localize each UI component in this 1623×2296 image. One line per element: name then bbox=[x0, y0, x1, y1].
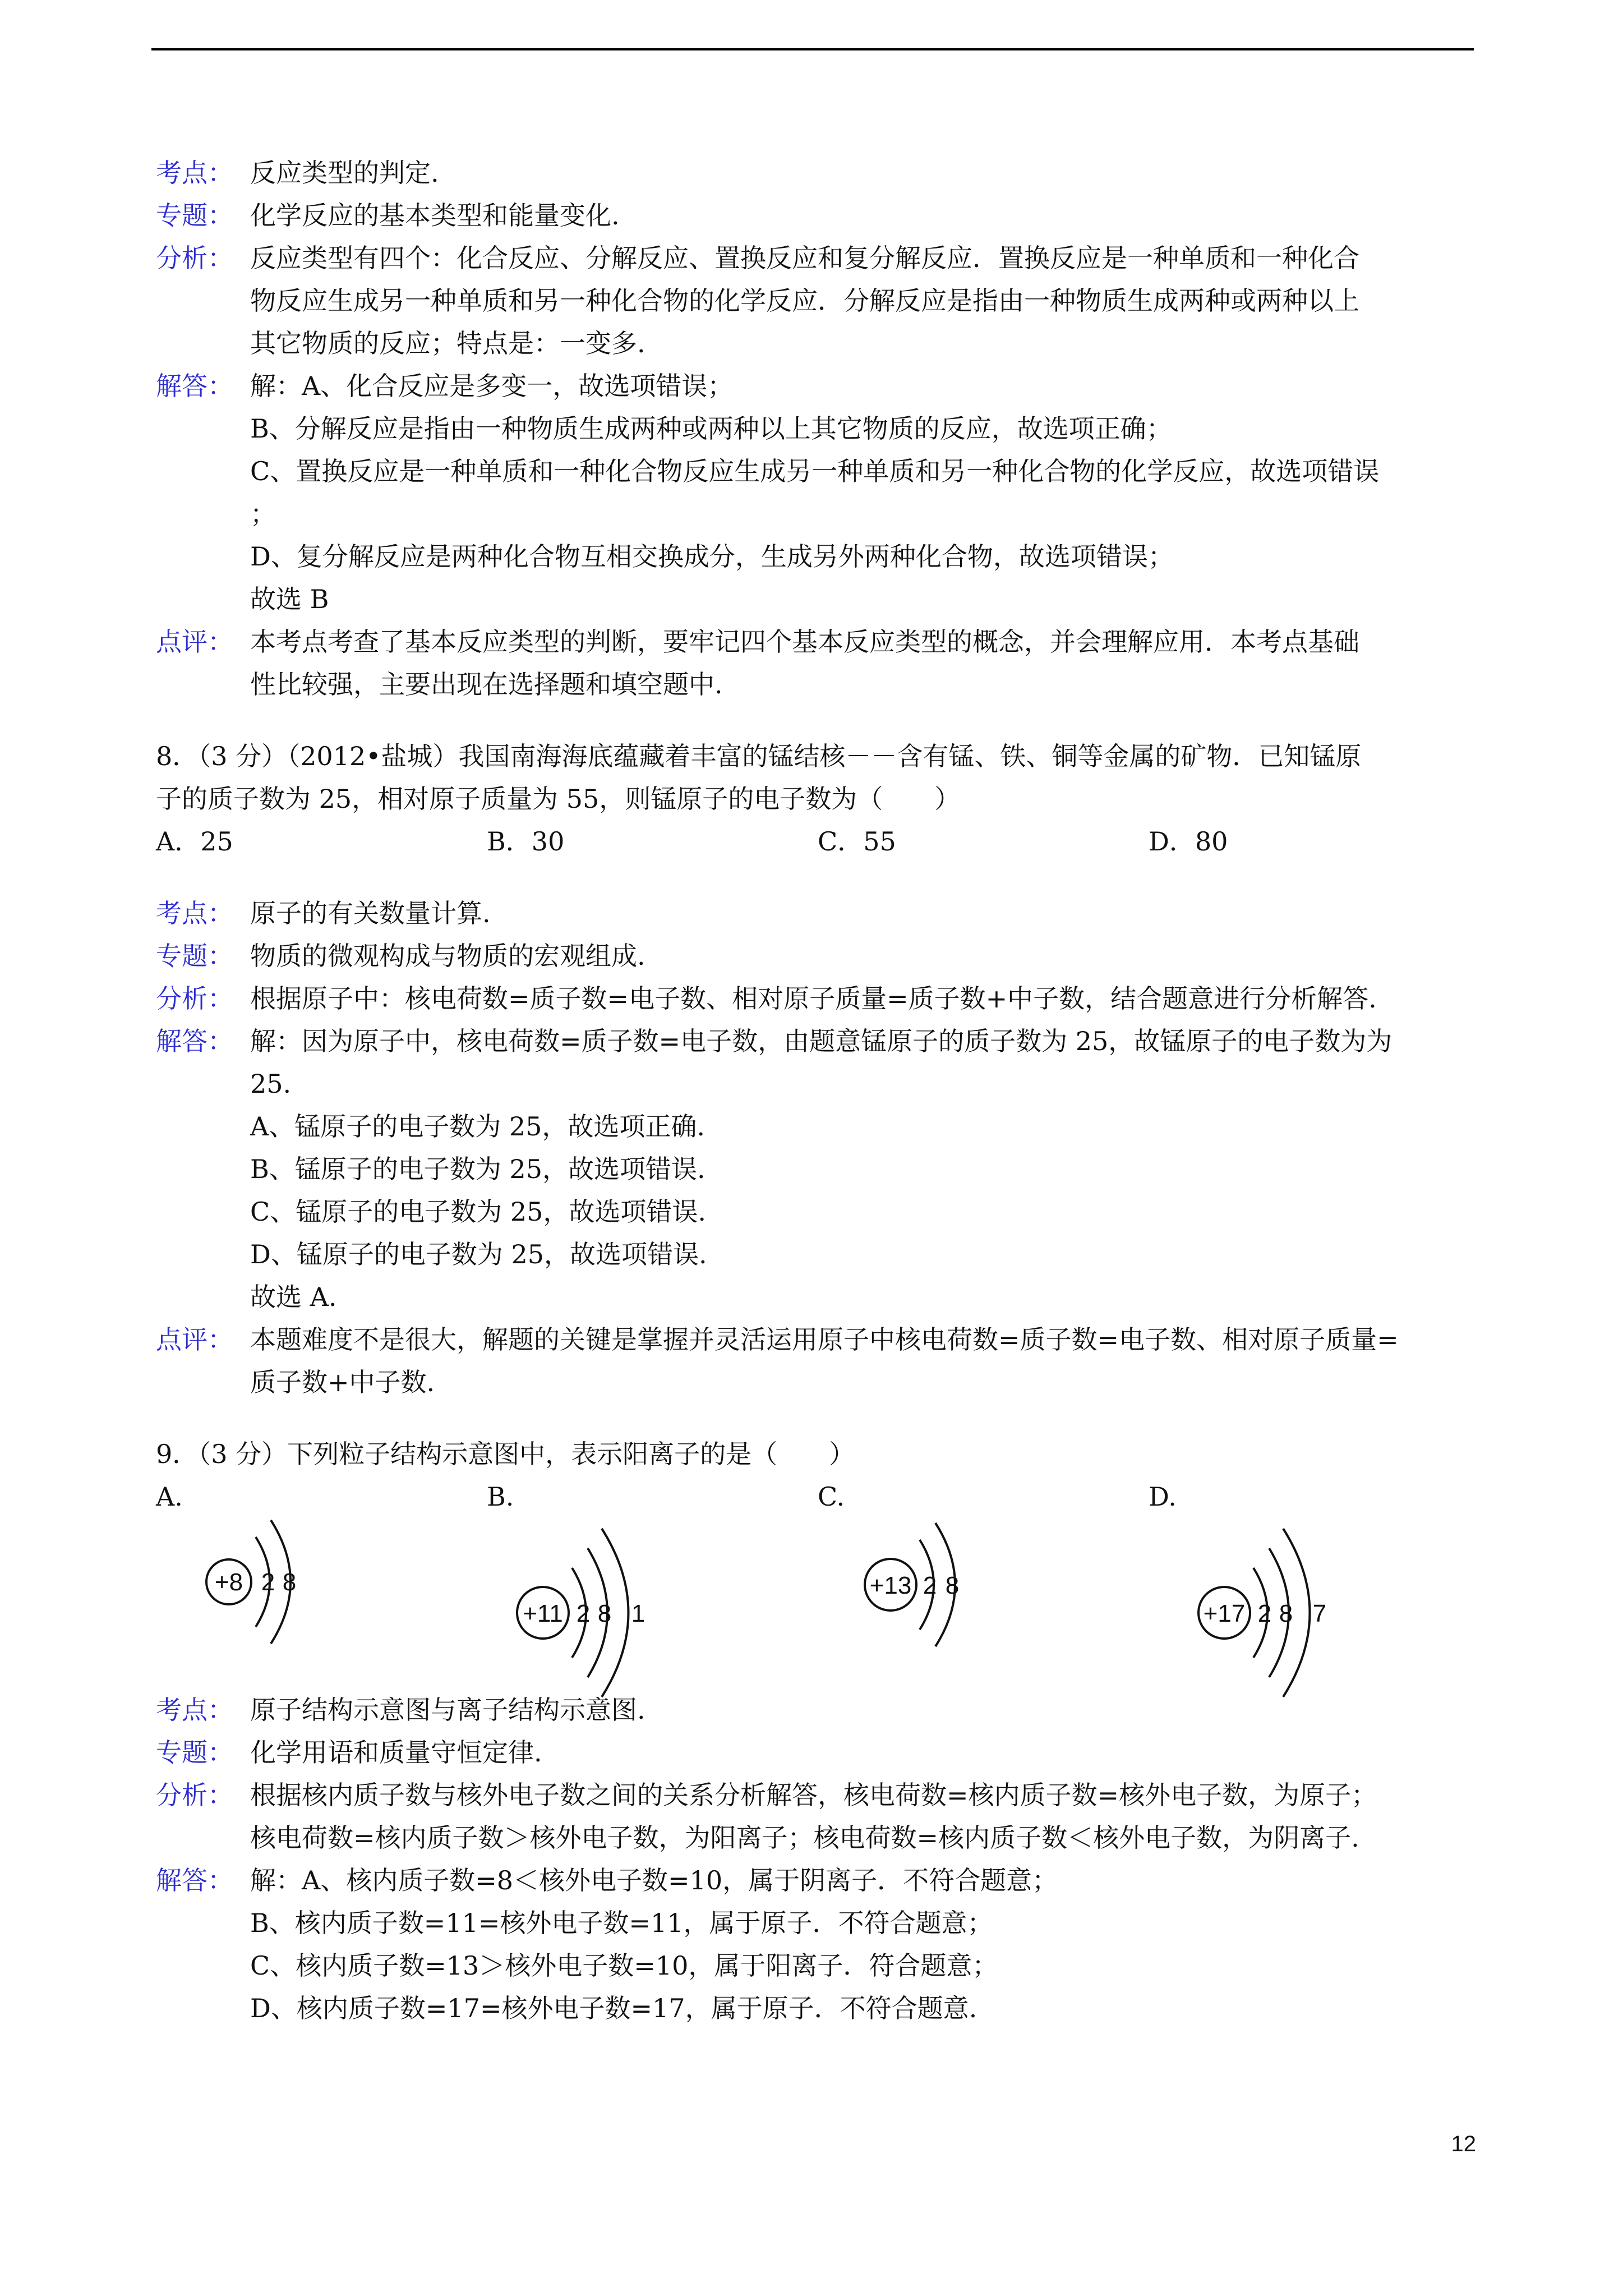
text-line: D、核内质子数=17=核外电子数=17，属于原子．不符合题意. bbox=[250, 1993, 978, 2023]
text-line: B、分解反应是指由一种物质生成两种或两种以上其它物质的反应，故选项正确； bbox=[250, 413, 1172, 444]
option-label: B. bbox=[487, 1481, 514, 1512]
atom-structure-diagram bbox=[1149, 1475, 1395, 1688]
text-line: D、复分解反应是两种化合物互相交换成分，生成另外两种化合物，故选项错误； bbox=[250, 541, 1174, 572]
fenxi-label: 分析： bbox=[156, 1780, 233, 1810]
q7-kaodian bbox=[156, 151, 1479, 194]
option-d: D．80 bbox=[1149, 826, 1228, 857]
text-line: 反应类型的判定. bbox=[250, 158, 439, 188]
q8-dianping bbox=[156, 1318, 1479, 1404]
q7-dianping bbox=[156, 620, 1479, 706]
text-line: C、核内质子数=13＞核外电子数=10，属于阳离子．符合题意； bbox=[250, 1950, 998, 1981]
q7-zhuanti bbox=[156, 194, 1479, 237]
text-line: 原子的有关数量计算. bbox=[250, 898, 491, 928]
page-number: 12 bbox=[1451, 2132, 1476, 2156]
shell-electrons: 8 bbox=[945, 1572, 960, 1599]
q7-fenxi bbox=[156, 237, 1479, 365]
atom-structure-diagram bbox=[818, 1475, 1053, 1688]
text-line: 反应类型有四个：化合反应、分解反应、置换反应和复分解反应．置换反应是一种单质和一种化合 bbox=[250, 243, 1359, 273]
text-line: 解：A、核内质子数=8＜核外电子数=10，属于阴离子．不符合题意； bbox=[250, 1865, 1058, 1895]
q9-fenxi bbox=[156, 1774, 1479, 1859]
header-rule bbox=[151, 48, 1474, 50]
shell-electrons: 8 bbox=[597, 1600, 612, 1627]
q8-fenxi bbox=[156, 977, 1479, 1020]
shell-electrons: 2 bbox=[576, 1600, 591, 1627]
q9-question-line: 9．（3 分）下列粒子结构示意图中，表示阳离子的是（ ） bbox=[156, 1439, 855, 1469]
zhuanti-label: 专题： bbox=[156, 941, 233, 971]
text-line: D、锰原子的电子数为 25，故选项错误. bbox=[250, 1239, 707, 1269]
q8-kaodian bbox=[156, 892, 1479, 935]
q9-zhuanti bbox=[156, 1731, 1479, 1774]
kaodian-label: 考点： bbox=[156, 1695, 233, 1725]
option-label: D. bbox=[1149, 1481, 1177, 1512]
nucleus-charge: +8 bbox=[214, 1568, 243, 1596]
text-line: 根据核内质子数与核外电子数之间的关系分析解答，核电荷数=核内质子数=核外电子数，为原子； bbox=[250, 1780, 1377, 1810]
text-line: 物质的微观构成与物质的宏观组成. bbox=[250, 941, 645, 971]
option-b: B．30 bbox=[487, 826, 565, 857]
text-line: 故选 B bbox=[250, 584, 329, 614]
atom-structure-diagram bbox=[156, 1475, 391, 1688]
option-label: C. bbox=[818, 1481, 845, 1512]
text-line: 解：A、化合反应是多变一，故选项错误； bbox=[250, 371, 734, 401]
option-a: A．25 bbox=[156, 826, 233, 857]
shell-electrons: 2 bbox=[1257, 1600, 1272, 1627]
text-line: 核电荷数=核内质子数＞核外电子数，为阳离子；核电荷数=核内质子数＜核外电子数，为阴离子. bbox=[250, 1823, 1359, 1853]
jieda-label: 解答： bbox=[156, 1026, 233, 1056]
document-page bbox=[156, 151, 1479, 2030]
text-line: 质子数+中子数. bbox=[250, 1367, 435, 1397]
shell-electrons: 8 bbox=[1279, 1600, 1293, 1627]
jieda-label: 解答： bbox=[156, 371, 233, 401]
text-line: ； bbox=[250, 499, 276, 529]
kaodian-label: 考点： bbox=[156, 158, 233, 188]
shell-electrons: 7 bbox=[1312, 1600, 1327, 1627]
text-line: 本题难度不是很大，解题的关键是掌握并灵活运用原子中核电荷数=质子数=电子数、相对原子质量= bbox=[250, 1324, 1399, 1355]
fenxi-label: 分析： bbox=[156, 243, 233, 273]
q7-jieda bbox=[156, 365, 1479, 620]
text-line: A、锰原子的电子数为 25，故选项正确. bbox=[250, 1111, 705, 1142]
text-line: 根据原子中：核电荷数=质子数=电子数、相对原子质量=质子数+中子数，结合题意进行分析解答. bbox=[250, 983, 1377, 1014]
q8-question-line: 8．（3 分）（2012•盐城）我国南海海底蕴藏着丰富的锰结核－－含有锰、铁、铜等金属的矿物．已知锰原 bbox=[156, 741, 1362, 771]
option-label: A. bbox=[156, 1481, 183, 1512]
text-line: 故选 A. bbox=[250, 1282, 337, 1312]
text-line: C、锰原子的电子数为 25，故选项错误. bbox=[250, 1197, 706, 1227]
text-line: 25. bbox=[250, 1069, 292, 1099]
q9-kaodian bbox=[156, 1688, 1479, 1731]
q8-jieda bbox=[156, 1020, 1479, 1318]
dianping-label: 点评： bbox=[156, 1324, 233, 1355]
text-line: 化学用语和质量守恒定律. bbox=[250, 1737, 542, 1768]
shell-electrons: 8 bbox=[282, 1568, 297, 1596]
text-line: B、锰原子的电子数为 25，故选项错误. bbox=[250, 1154, 706, 1184]
q9-jieda bbox=[156, 1859, 1479, 2030]
text-line: C、置换反应是一种单质和一种化合物反应生成另一种单质和另一种化合物的化学反应，故选项错误 bbox=[250, 456, 1380, 486]
zhuanti-label: 专题： bbox=[156, 1737, 233, 1768]
text-line: 原子结构示意图与离子结构示意图. bbox=[250, 1695, 645, 1725]
zhuanti-label: 专题： bbox=[156, 200, 233, 231]
nucleus-charge: +13 bbox=[869, 1572, 912, 1599]
option-c: C．55 bbox=[818, 826, 896, 857]
text-line: 解：因为原子中，核电荷数=质子数=电子数，由题意锰原子的质子数为 25，故锰原子的电子数为为 bbox=[250, 1026, 1393, 1056]
dianping-label: 点评： bbox=[156, 627, 233, 657]
text-line: 化学反应的基本类型和能量变化. bbox=[250, 200, 620, 231]
atom-structure-diagram bbox=[487, 1475, 734, 1688]
q9-diagrams bbox=[156, 1475, 1479, 1688]
q8-options bbox=[156, 820, 1479, 863]
text-line: 物反应生成另一种单质和另一种化合物的化学反应．分解反应是指由一种物质生成两种或两种以上 bbox=[250, 286, 1359, 316]
shell-electrons: 2 bbox=[923, 1572, 937, 1599]
fenxi-label: 分析： bbox=[156, 983, 233, 1014]
jieda-label: 解答： bbox=[156, 1865, 233, 1895]
text-line: 其它物质的反应；特点是：一变多. bbox=[250, 328, 645, 358]
text-line: 性比较强，主要出现在选择题和填空题中. bbox=[250, 669, 723, 700]
nucleus-charge: +11 bbox=[523, 1600, 563, 1627]
shell-electrons: 2 bbox=[261, 1568, 275, 1596]
text-line: B、核内质子数=11=核外电子数=11，属于原子．不符合题意； bbox=[250, 1908, 993, 1938]
nucleus-charge: +17 bbox=[1203, 1600, 1246, 1627]
q8-zhuanti bbox=[156, 935, 1479, 977]
kaodian-label: 考点： bbox=[156, 898, 233, 928]
q8-question-line: 子的质子数为 25，相对原子质量为 55，则锰原子的电子数为（ ） bbox=[156, 784, 961, 814]
text-line: 本考点考查了基本反应类型的判断，要牢记四个基本反应类型的概念，并会理解应用．本考点基础 bbox=[250, 627, 1359, 657]
shell-electrons: 1 bbox=[631, 1600, 645, 1627]
